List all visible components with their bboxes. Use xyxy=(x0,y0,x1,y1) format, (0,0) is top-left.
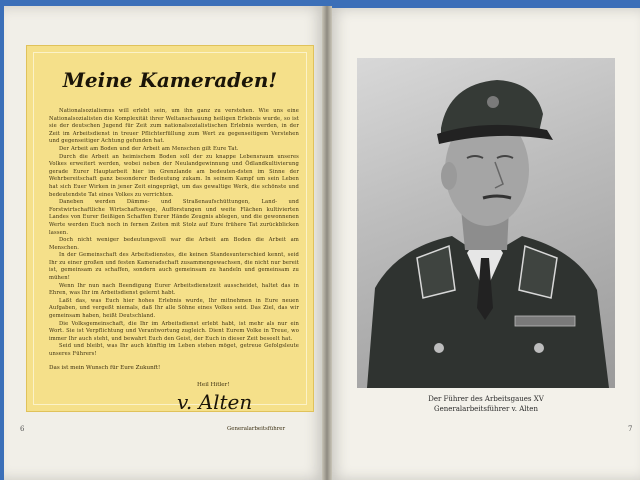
letter-title: Meine Kameraden! xyxy=(62,68,278,92)
letter-paragraph: Der Arbeit am Boden und der Arbeit am Menschen gilt Eure Tat. xyxy=(59,145,239,152)
letter-paragraph: Laßt das, was Euch hier hohes Erlebnis wurde, Ihr mitnehmen in Eure neuen Aufgaben, und vergeßt niemals, daß Ihr alle Söhne eines Volkes seid. Das Ziel, das wir gemeinsam haben, heißt Deutschland. xyxy=(49,297,299,320)
letter-panel xyxy=(26,45,314,432)
portrait-caption xyxy=(357,394,615,414)
portrait-figure xyxy=(357,58,615,388)
book-spine xyxy=(322,6,332,480)
letter-paragraph: Daneben werden Dämme- und Straßenaufschüttungen, Land- und Forstwirtschaftliche Wirtschaftswege, Aufforstungen und weite Flächen kultivierten Landes von Eurer fleißigen Schaffen Eurer Hände Zeugnis ablegen, und die gewonnenen Werte werden Euch noch in fernen Zeiten mit Stolz auf Eure frühere Tat zurückblicken lassen. xyxy=(49,199,299,236)
caption-line-2: Generalarbeitsführer v. Alten xyxy=(434,405,538,413)
letter-paragraph: Doch nicht weniger bedeutungsvoll war die Arbeit am Boden die Arbeit am Menschen. xyxy=(49,237,299,251)
letter-paragraph: Seid und bleibt, was Ihr auch künftig im Leben stehen möget, getreue Gefolgsleute unseres Führers! xyxy=(49,343,299,357)
letter-paragraph: Die Volksgemeinschaft, die Ihr im Arbeitsdienst erlebt habt, ist mehr als nur ein Wort. Sie ist Verpflichtung und Verantwortung zugleich. Dient Eurem Volke in Treue, wo immer Ihr auch steht, und bewahrt Euch den Geist, der Euch in dieser Zeit beseelt hat. xyxy=(49,320,299,342)
portrait-photo xyxy=(357,58,615,388)
letter-paragraph: In der Gemeinschaft des Arbeitsdienstes, die keinen Standesunterschied kennt, seid Ihr zu einer großen und festen Kameradschaft zusammengewachsen, die nicht nur bereit ist, gemeinsam zu schaffen, sondern auch gemeinsam zu handeln und gemeinsam zu mühen! xyxy=(49,252,299,282)
page-number-left: 6 xyxy=(20,425,25,433)
closing-line: Das ist mein Wunsch für Eure Zukunft! xyxy=(49,365,161,371)
letter-paragraph: Durch die Arbeit an heimischem Boden soll der zu knappe Lebensraum unseres Volkes erweitert werden, wobei neben der Neulandgewinnung und Ödlandkultivierung gerade Eurer Hauptarbeit hier im Grenzlande am bedeuten-dsten im Sinne der Wehrbereitschaft ganz besonderer Bedeutung zukam. In seinem Kampf um sein Leben hat sich Euer Wirken in jener Zeit eingeprägt, um das gewaltige Werk, die schönste und bedeutendste Tat eines Volkes zu verrichten. xyxy=(49,153,299,198)
greeting: Heil Hitler! xyxy=(197,382,230,388)
letter-paragraph: Wenn Ihr nun nach Beendigung Eurer Arbeitsdienstzeit ausscheidet, haltet das in Ehren, was Ihr im Arbeitsdienst gelernt habt. xyxy=(49,282,299,297)
letter-body xyxy=(49,108,299,359)
signature-title: Generalarbeitsführer xyxy=(227,426,286,432)
signature: v. Alten xyxy=(177,390,253,414)
page-number-right: 7 xyxy=(628,425,633,433)
letter-paragraph: Nationalsozialismus will erlebt sein, um ihn ganz zu verstehen. Wie uns eine Nationalsozialisten die Komplexität ihrer Weltanschauung heiligen Erlebnis wurde, so ist sie der deutschen Jugend für Zeit zum nationalsozialistischen Erlebnis werden, in der Zeit im Arbeitsdienst in treuer Pflichterfüllung zum Wert zu gegenseitigem Verstehen und gegenseitiger Achtung gefunden hat. xyxy=(49,108,299,145)
caption-line-1: Der Führer des Arbeitsgaues XV xyxy=(428,395,544,403)
